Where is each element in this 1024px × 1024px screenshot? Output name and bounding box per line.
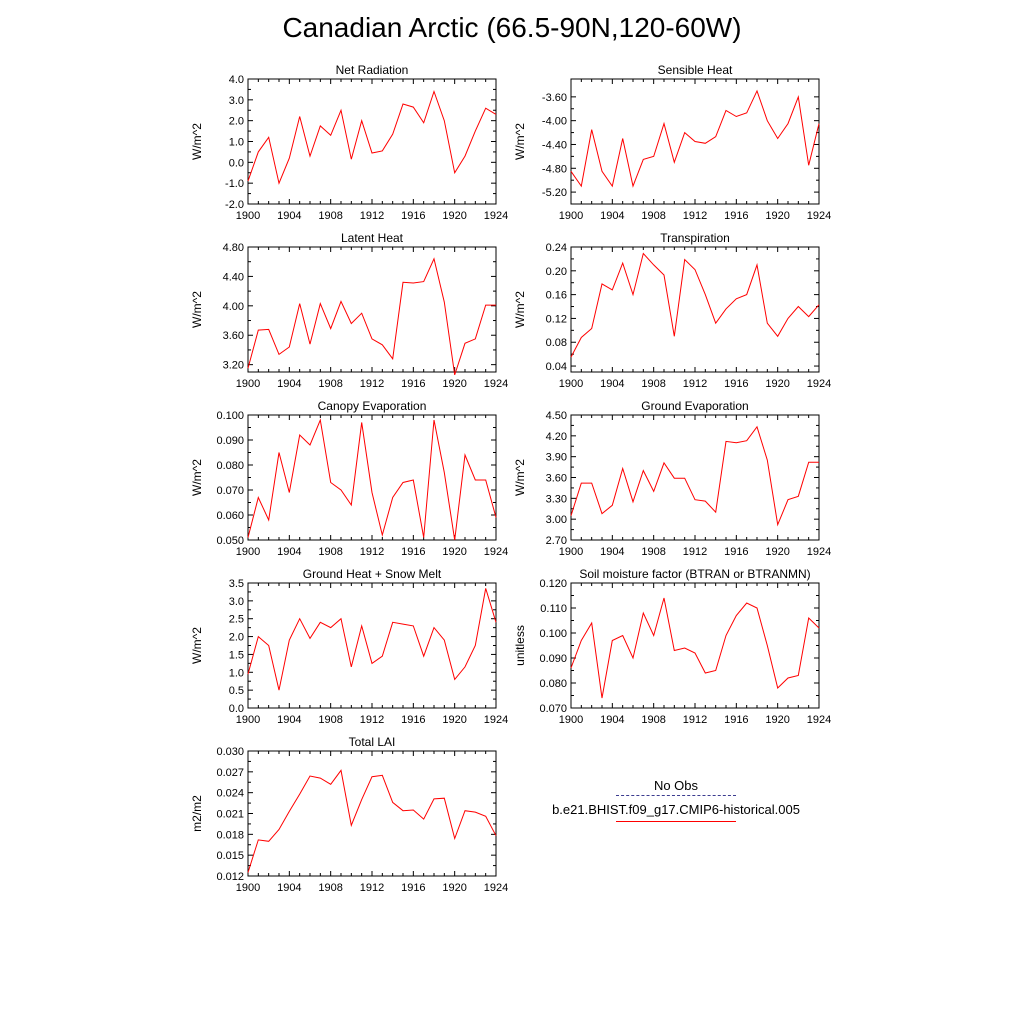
- y-axis-label: W/m^2: [190, 123, 204, 160]
- y-tick-label: 0.015: [216, 850, 244, 863]
- x-tick-label: 1900: [558, 546, 584, 558]
- x-tick-label: 1908: [641, 714, 666, 726]
- x-tick-label: 1920: [765, 210, 790, 222]
- y-axis-label: W/m^2: [190, 627, 204, 664]
- x-tick-label: 1904: [277, 882, 302, 894]
- x-tick-label: 1904: [600, 546, 625, 558]
- panel-transpiration: [513, 231, 831, 390]
- y-axis-label: W/m^2: [513, 123, 527, 160]
- x-tick-label: 1924: [483, 210, 509, 222]
- plot-frame: [571, 415, 819, 540]
- y-tick-label: 0.08: [545, 337, 567, 350]
- y-tick-label: 0.060: [216, 510, 244, 522]
- y-tick-label: 0.090: [539, 653, 567, 665]
- y-tick-label: 0.021: [216, 808, 244, 821]
- y-tick-label: 0.100: [216, 410, 244, 422]
- y-tick-label: 0.16: [545, 289, 567, 302]
- series-line-sensible-heat: [571, 91, 819, 186]
- y-tick-label: 4.0: [228, 74, 244, 86]
- x-tick-label: 1920: [765, 378, 790, 390]
- x-tick-label: 1904: [277, 546, 302, 558]
- panel-canopy-evaporation: [190, 399, 508, 558]
- x-tick-label: 1924: [806, 210, 832, 222]
- y-tick-label: 0.24: [545, 242, 567, 254]
- panel-title: Transpiration: [660, 231, 730, 245]
- x-tick-label: 1900: [235, 882, 261, 894]
- y-axis-label: W/m^2: [190, 459, 204, 496]
- plot-frame: [571, 247, 819, 372]
- y-tick-label: 3.90: [545, 451, 567, 464]
- y-tick-label: 0.04: [545, 361, 567, 374]
- series-line-transpiration: [571, 254, 819, 358]
- panel-title: Net Radiation: [335, 63, 409, 77]
- y-tick-label: 4.40: [222, 271, 244, 284]
- x-tick-label: 1924: [806, 546, 832, 558]
- y-tick-label: 0.120: [539, 578, 567, 590]
- plot-frame: [571, 583, 819, 708]
- plot-frame: [248, 247, 496, 372]
- panel-title: Latent Heat: [340, 231, 404, 245]
- y-tick-label: 0.20: [545, 265, 567, 278]
- x-tick-label: 1920: [442, 210, 467, 222]
- plot-frame: [248, 583, 496, 708]
- y-tick-label: 0.080: [216, 460, 244, 472]
- y-axis-label: unitless: [513, 625, 527, 666]
- panel-title: Soil moisture factor (BTRAN or BTRANMN): [579, 567, 811, 581]
- x-tick-label: 1904: [277, 714, 302, 726]
- y-tick-label: -4.80: [541, 163, 567, 176]
- y-tick-label: 3.5: [228, 578, 244, 590]
- series-line-canopy-evaporation: [248, 420, 496, 540]
- x-tick-label: 1904: [277, 210, 302, 222]
- x-tick-label: 1912: [359, 378, 385, 390]
- x-tick-label: 1916: [724, 714, 749, 726]
- y-tick-label: 3.20: [222, 359, 244, 372]
- y-tick-label: 0.110: [540, 603, 567, 615]
- x-tick-label: 1916: [401, 882, 426, 894]
- x-tick-label: 1924: [806, 378, 832, 390]
- x-tick-label: 1924: [483, 546, 509, 558]
- y-tick-label: 0.070: [539, 703, 567, 715]
- x-tick-label: 1908: [318, 546, 343, 558]
- x-tick-label: 1912: [682, 378, 708, 390]
- y-tick-label: 0.12: [545, 313, 567, 326]
- x-tick-label: 1900: [558, 378, 584, 390]
- y-tick-label: 3.0: [228, 94, 244, 107]
- panel-sensible-heat: [513, 63, 831, 222]
- y-axis-label: W/m^2: [513, 459, 527, 496]
- panel-ground-heat-snow-melt: [190, 567, 508, 726]
- panel-ground-evaporation: [513, 399, 831, 558]
- x-tick-label: 1920: [442, 546, 467, 558]
- x-tick-label: 1904: [600, 210, 625, 222]
- x-tick-label: 1900: [235, 546, 261, 558]
- y-tick-label: 0.100: [539, 628, 567, 640]
- x-tick-label: 1920: [442, 714, 467, 726]
- x-tick-label: 1916: [401, 378, 426, 390]
- panel-net-radiation: [190, 63, 508, 222]
- x-tick-label: 1912: [359, 882, 385, 894]
- series-line-ground-evaporation: [571, 427, 819, 525]
- x-tick-label: 1908: [318, 210, 343, 222]
- y-tick-label: 0.050: [216, 535, 244, 547]
- legend-model-line: [616, 821, 736, 822]
- figure-title: Canadian Arctic (66.5-90N,120-60W): [282, 12, 742, 43]
- y-tick-label: 0.012: [216, 871, 244, 883]
- y-tick-label: 0.090: [216, 435, 244, 447]
- y-tick-label: 3.00: [545, 514, 567, 527]
- x-tick-label: 1908: [641, 378, 666, 390]
- series-line-latent-heat: [248, 259, 496, 375]
- x-tick-label: 1916: [401, 546, 426, 558]
- x-tick-label: 1908: [318, 378, 343, 390]
- y-tick-label: 1.0: [228, 667, 244, 680]
- x-tick-label: 1924: [483, 378, 509, 390]
- legend-model-label: b.e21.BHIST.f09_g17.CMIP6-historical.005: [552, 802, 800, 817]
- legend: [540, 778, 812, 822]
- y-tick-label: -1.0: [225, 178, 244, 191]
- y-tick-label: 4.80: [222, 242, 244, 254]
- x-tick-label: 1920: [765, 546, 790, 558]
- x-tick-label: 1912: [359, 714, 385, 726]
- x-tick-label: 1924: [483, 714, 509, 726]
- x-tick-label: 1904: [600, 714, 625, 726]
- panel-title: Canopy Evaporation: [317, 399, 427, 413]
- panel-soil-moisture-factor-btran-or-btranmn: [513, 567, 831, 726]
- y-tick-label: 3.0: [228, 595, 244, 608]
- y-tick-label: 0.018: [216, 829, 244, 842]
- y-tick-label: 4.20: [545, 430, 567, 443]
- y-tick-label: 2.0: [228, 631, 244, 644]
- y-tick-label: 4.50: [545, 410, 567, 422]
- x-tick-label: 1912: [359, 210, 385, 222]
- x-tick-label: 1904: [600, 378, 625, 390]
- x-tick-label: 1920: [442, 882, 467, 894]
- y-tick-label: 0.5: [228, 685, 244, 698]
- y-tick-label: 2.5: [228, 613, 244, 626]
- panel-title: Total LAI: [348, 735, 396, 749]
- y-axis-label: W/m^2: [513, 291, 527, 328]
- x-tick-label: 1916: [724, 210, 749, 222]
- y-tick-label: 1.0: [228, 136, 244, 149]
- plot-frame: [248, 751, 496, 876]
- y-tick-label: 3.60: [545, 472, 567, 485]
- y-tick-label: 0.080: [539, 678, 567, 690]
- panel-title: Ground Heat + Snow Melt: [302, 567, 442, 581]
- x-tick-label: 1908: [641, 546, 666, 558]
- x-tick-label: 1924: [806, 714, 832, 726]
- y-tick-label: 3.30: [545, 493, 567, 506]
- y-tick-label: -4.00: [541, 115, 567, 128]
- y-tick-label: -2.0: [225, 199, 244, 211]
- x-tick-label: 1920: [765, 714, 790, 726]
- series-line-net-radiation: [248, 92, 496, 184]
- x-tick-label: 1900: [235, 378, 261, 390]
- y-tick-label: 0.0: [228, 703, 244, 715]
- x-tick-label: 1916: [401, 714, 426, 726]
- x-tick-label: 1900: [558, 714, 584, 726]
- y-tick-label: 1.5: [228, 649, 244, 662]
- y-tick-label: 0.030: [216, 746, 244, 758]
- y-axis-label: W/m^2: [190, 291, 204, 328]
- x-tick-label: 1900: [235, 210, 261, 222]
- y-tick-label: 0.0: [228, 157, 244, 170]
- y-tick-label: 2.70: [545, 535, 567, 547]
- x-tick-label: 1920: [442, 378, 467, 390]
- y-tick-label: 2.0: [228, 115, 244, 128]
- panel-total-lai: [190, 735, 508, 894]
- x-tick-label: 1912: [682, 714, 708, 726]
- x-tick-label: 1900: [235, 714, 261, 726]
- x-tick-label: 1900: [558, 210, 584, 222]
- x-tick-label: 1912: [682, 546, 708, 558]
- x-tick-label: 1912: [359, 546, 385, 558]
- x-tick-label: 1916: [724, 378, 749, 390]
- x-tick-label: 1904: [277, 378, 302, 390]
- x-tick-label: 1924: [483, 882, 509, 894]
- y-axis-label: m2/m2: [190, 795, 204, 832]
- series-line-total-lai: [248, 770, 496, 872]
- panel-title: Sensible Heat: [657, 63, 733, 77]
- y-tick-label: 3.60: [222, 330, 244, 343]
- y-tick-label: 0.070: [216, 485, 244, 497]
- y-tick-label: 0.024: [216, 787, 244, 800]
- x-tick-label: 1908: [641, 210, 666, 222]
- x-tick-label: 1916: [724, 546, 749, 558]
- x-tick-label: 1916: [401, 210, 426, 222]
- y-tick-label: -4.40: [541, 139, 567, 152]
- panel-title: Ground Evaporation: [641, 399, 749, 413]
- panel-latent-heat: [190, 231, 508, 390]
- series-line-soil-moisture-factor-btran-or-btranmn: [571, 598, 819, 698]
- plot-frame: [248, 79, 496, 204]
- y-tick-label: -5.20: [541, 187, 567, 200]
- x-tick-label: 1908: [318, 882, 343, 894]
- y-tick-label: 4.00: [222, 300, 244, 313]
- y-tick-label: -3.60: [541, 91, 567, 104]
- x-tick-label: 1912: [682, 210, 708, 222]
- series-line-ground-heat-snow-melt: [248, 588, 496, 690]
- legend-obs-label: No Obs: [653, 778, 699, 793]
- y-tick-label: 0.027: [216, 766, 244, 779]
- legend-obs-line: [616, 795, 736, 796]
- x-tick-label: 1908: [318, 714, 343, 726]
